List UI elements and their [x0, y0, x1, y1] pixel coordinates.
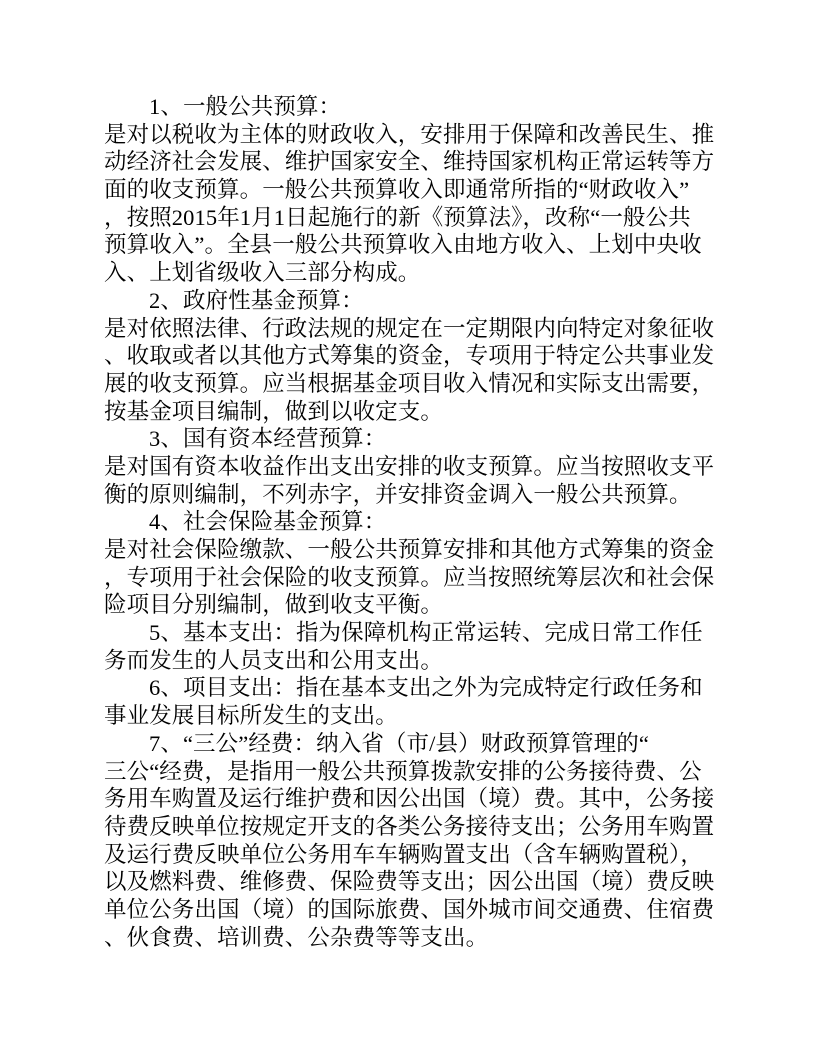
text-line: 2、政府性基金预算：: [149, 287, 364, 313]
text-line: 5、基本支出：指为保障机构正常运转、完成日常工作任: [149, 620, 703, 646]
text-line: 按基金项目编制，做到以收定支。: [104, 398, 444, 424]
text-line: 预算收入”。全县一般公共预算收入由地方收入、上划中央收: [104, 232, 702, 258]
text-line: 是对国有资本收益作出支出安排的收支预算。应当按照收支平: [104, 453, 715, 479]
text-line: 3、国有资本经营预算：: [149, 426, 387, 452]
text-line: 险项目分别编制，做到收支平衡。: [104, 592, 444, 618]
text-line: 1、一般公共预算：: [149, 94, 342, 119]
text-line: 7、“三公”经费：纳入省（市/县）财政预算管理的“: [149, 730, 649, 756]
text-line: 入、上划省级收入三部分构成。: [104, 260, 421, 286]
text-line: ，按照2015年1月1日起施行的新《预算法》，改称“一般公共: [104, 204, 691, 230]
text-line: 以及燃料费、维修费、保险费等支出；因公出国（境）费反映: [104, 869, 715, 895]
text-line: 务用车购置及运行维护费和因公出国（境）费。其中，公务接: [104, 786, 715, 812]
text-line: 面的收支预算。一般公共预算收入即通常所指的“财政收入”: [104, 177, 690, 203]
text-line: 三公“经费，是指用一般公共预算拨款安排的公务接待费、公: [104, 758, 702, 784]
text-line: 务而发生的人员支出和公用支出。: [104, 647, 444, 673]
text-line: 待费反映单位按规定开支的各类公务接待支出；公务用车购置: [104, 813, 715, 839]
text-line: 事业发展目标所发生的支出。: [104, 703, 398, 729]
text-line: 是对社会保险缴款、一般公共预算安排和其他方式筹集的资金: [104, 537, 715, 562]
text-line: 6、项目支出：指在基本支出之外为完成特定行政任务和: [149, 675, 703, 701]
text-line: ，专项用于社会保险的收支预算。应当按照统筹层次和社会保: [104, 564, 715, 590]
text-line: 及运行费反映单位公务用车车辆购置支出（含车辆购置税），: [104, 841, 703, 867]
text-line: 、伙食费、培训费、公杂费等等支出。: [104, 924, 489, 950]
text-line: 展的收支预算。应当根据基金项目收入情况和实际支出需要，: [104, 370, 715, 396]
text-line: 动经济社会发展、维护国家安全、维持国家机构正常运转等方: [104, 149, 715, 175]
text-line: 衡的原则编制，不列赤字，并安排资金调入一般公共预算。: [104, 481, 692, 507]
text-line: 是对以税收为主体的财政收入，安排用于保障和改善民生、推: [104, 121, 715, 147]
text-line: 是对依照法律、行政法规的规定在一定期限内向特定对象征收: [104, 315, 715, 341]
text-line: 、收取或者以其他方式筹集的资金，专项用于特定公共事业发: [104, 343, 715, 369]
text-line: 4、社会保险基金预算：: [149, 509, 387, 535]
text-line: 单位公务出国（境）的国际旅费、国外城市间交通费、住宿费: [104, 896, 715, 922]
document-text-block: [104, 93, 726, 951]
